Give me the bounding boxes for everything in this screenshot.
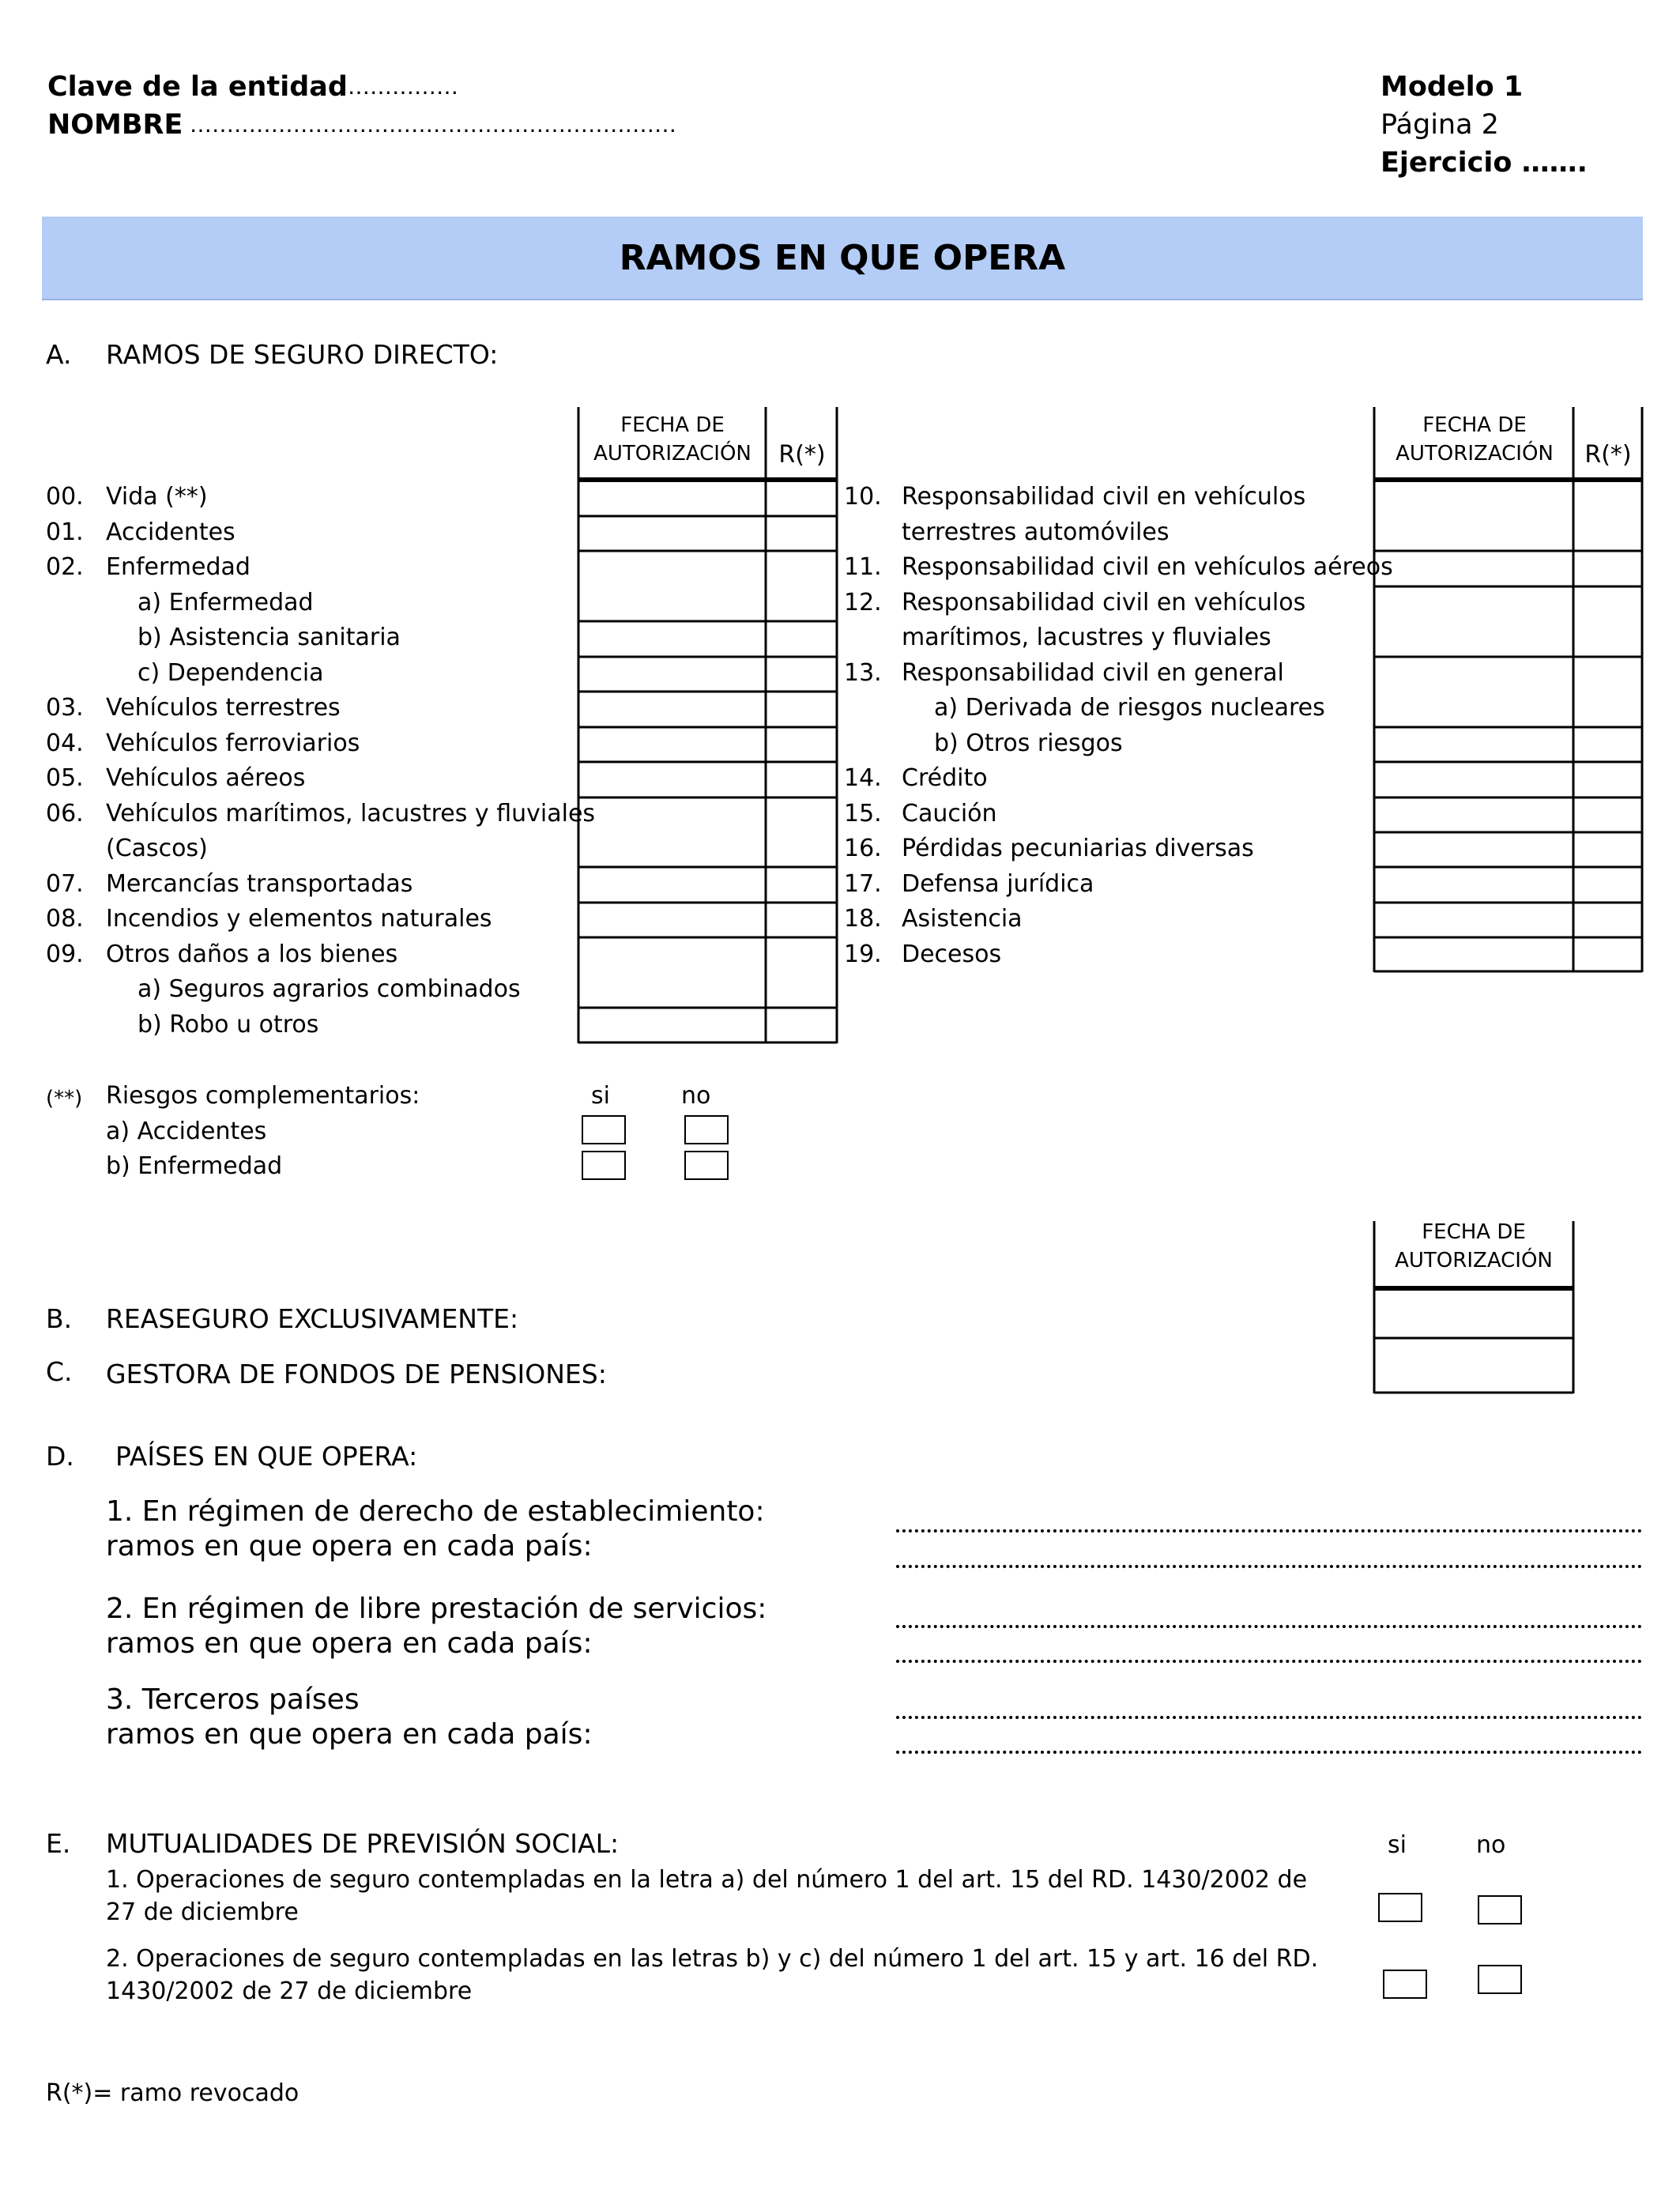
- revocado-cell[interactable]: [768, 940, 834, 1006]
- ramo-left-label: Otros daños a los bienes: [106, 940, 398, 968]
- ramo-left-number: 02.: [46, 553, 84, 581]
- ramo-right-number: 10.: [844, 483, 882, 511]
- terceros-paises-line2: ramos en que opera en cada país:: [106, 1718, 593, 1751]
- revocado-cell[interactable]: [768, 764, 834, 796]
- gestora-fecha-cell[interactable]: [1377, 1340, 1571, 1391]
- ramo-left-label: b) Robo u otros: [137, 1010, 319, 1039]
- ramo-left-number: 07.: [46, 869, 84, 898]
- revocado-cell[interactable]: [1576, 835, 1640, 865]
- section-e-si-header: si: [1388, 1831, 1407, 1859]
- libre-prestacion-fill-line-2[interactable]: [896, 1660, 1642, 1663]
- complementarios-accidentes-label: a) Accidentes: [106, 1118, 267, 1145]
- ejercicio-field[interactable]: Ejercicio …….: [1381, 147, 1588, 179]
- revocado-cell[interactable]: [1576, 589, 1640, 655]
- fecha-autorizacion-cell[interactable]: [1377, 800, 1571, 831]
- ramo-left-label: Incendios y elementos naturales: [106, 905, 492, 933]
- libre-prestacion-fill-line-1[interactable]: [896, 1625, 1642, 1628]
- fecha-autorizacion-cell[interactable]: [1377, 589, 1571, 655]
- revocado-cell[interactable]: [1576, 940, 1640, 970]
- ramo-right-label: Asistencia: [902, 905, 1023, 933]
- section-a-title: RAMOS DE SEGURO DIRECTO:: [106, 339, 499, 370]
- right-col-r-header: R(*): [1584, 441, 1632, 469]
- ramo-left-label: (Cascos): [106, 835, 208, 862]
- revocado-cell[interactable]: [1576, 729, 1640, 760]
- ramo-right-number: 12.: [844, 588, 882, 616]
- ramo-left-label: a) Seguros agrarios combinados: [137, 975, 521, 1003]
- accidentes-no-checkbox[interactable]: [684, 1115, 729, 1144]
- revocado-cell[interactable]: [768, 905, 834, 936]
- ramo-left-label: Accidentes: [106, 518, 235, 546]
- fecha-autorizacion-cell[interactable]: [1377, 835, 1571, 865]
- ramo-right-label: Responsabilidad civil en vehículos: [902, 588, 1306, 616]
- section-d-letter: D.: [46, 1441, 74, 1472]
- ramo-left-number: 01.: [46, 518, 84, 546]
- complementarios-no-header: no: [681, 1082, 711, 1110]
- section-e-letter: E.: [46, 1828, 71, 1859]
- ramo-left-label: b) Asistencia sanitaria: [137, 624, 401, 651]
- fecha-autorizacion-cell[interactable]: [1377, 869, 1571, 901]
- section-a-letter: A.: [46, 339, 72, 370]
- ramo-left-label: Vehículos terrestres: [106, 694, 341, 722]
- section-d-title: PAÍSES EN QUE OPERA:: [115, 1441, 418, 1472]
- ramo-right-label: marítimos, lacustres y fluviales: [902, 624, 1271, 651]
- reaseguro-fecha-cell[interactable]: [1377, 1291, 1571, 1336]
- terceros-fill-line-1[interactable]: [896, 1716, 1642, 1719]
- ramo-right-label: Responsabilidad civil en general: [902, 658, 1284, 687]
- ramo-right-number: 11.: [844, 553, 882, 581]
- fecha-autorizacion-cell[interactable]: [581, 624, 763, 655]
- fecha-autorizacion-cell[interactable]: [581, 1010, 763, 1041]
- revocado-cell[interactable]: [768, 869, 834, 901]
- ramo-right-label: Decesos: [902, 940, 1002, 968]
- modelo-label: Modelo 1: [1381, 71, 1524, 103]
- section-e-title: MUTUALIDADES DE PREVISIÓN SOCIAL:: [106, 1828, 620, 1859]
- mutualidad-op1-no-checkbox[interactable]: [1478, 1895, 1522, 1924]
- ramo-right-label: Responsabilidad civil en vehículos aéreos: [902, 553, 1393, 581]
- fecha-autorizacion-cell[interactable]: [581, 764, 763, 796]
- ramo-left-label: Vida (**): [106, 483, 208, 511]
- fecha-autorizacion-cell[interactable]: [581, 482, 763, 515]
- fecha-autorizacion-cell[interactable]: [581, 694, 763, 726]
- footnote-revocado: R(*)= ramo revocado: [46, 2079, 299, 2107]
- mutualidad-op1-si-checkbox[interactable]: [1378, 1893, 1422, 1922]
- pais-establecimiento-line1: 1. En régimen de derecho de establecimiento:: [106, 1495, 765, 1528]
- revocado-cell[interactable]: [768, 659, 834, 690]
- ramo-left-number: 06.: [46, 799, 84, 827]
- nombre-label: NOMBRE: [47, 109, 183, 141]
- ramo-right-label: Caución: [902, 799, 997, 827]
- complementarios-si-header: si: [591, 1082, 610, 1110]
- pais-libre-prestacion-line2: ramos en que opera en cada país:: [106, 1627, 593, 1660]
- revocado-cell[interactable]: [768, 1010, 834, 1041]
- ramo-right-label: Defensa jurídica: [902, 869, 1094, 898]
- revocado-cell[interactable]: [768, 518, 834, 549]
- revocado-cell[interactable]: [1576, 659, 1640, 726]
- revocado-cell[interactable]: [1576, 482, 1640, 549]
- fecha-autorizacion-cell[interactable]: [581, 553, 763, 620]
- ramo-left-number: 09.: [46, 940, 84, 968]
- revocado-cell[interactable]: [768, 800, 834, 865]
- fecha-autorizacion-cell[interactable]: [1377, 764, 1571, 796]
- fecha-autorizacion-cell[interactable]: [1377, 940, 1571, 970]
- ramo-right-number: 17.: [844, 869, 882, 898]
- ramo-left-label: a) Enfermedad: [137, 588, 314, 616]
- revocado-cell[interactable]: [768, 482, 834, 515]
- ramo-left-label: Vehículos aéreos: [106, 764, 306, 792]
- section-b-title: REASEGURO EXCLUSIVAMENTE:: [106, 1303, 519, 1334]
- ramo-left-number: 04.: [46, 729, 84, 757]
- bc-fecha-header: FECHA DE AUTORIZACIÓN: [1395, 1220, 1553, 1272]
- ramo-right-number: 13.: [844, 658, 882, 687]
- fecha-autorizacion-cell[interactable]: [581, 940, 763, 1006]
- ramo-right-label: b) Otros riesgos: [934, 729, 1123, 757]
- clave-label: Clave de la entidad: [47, 71, 348, 103]
- ramo-right-label: a) Derivada de riesgos nucleares: [934, 694, 1325, 722]
- right-col-fecha-header: FECHA DE AUTORIZACIÓN: [1396, 413, 1554, 466]
- left-col-fecha-header: FECHA DE AUTORIZACIÓN: [593, 413, 751, 466]
- ramo-left-label: c) Dependencia: [137, 658, 324, 687]
- mutualidad-op2-line1: 2. Operaciones de seguro contempladas en las letras b) y c) del número 1 del art. 15 y art. 16 del RD.: [106, 1945, 1319, 1973]
- ramo-left-number: 03.: [46, 694, 84, 722]
- mutualidad-op1-line1: 1. Operaciones de seguro contempladas en la letra a) del número 1 del art. 15 del RD. 1430/2002 de: [106, 1866, 1308, 1894]
- fecha-autorizacion-cell[interactable]: [581, 869, 763, 901]
- accidentes-si-checkbox[interactable]: [582, 1115, 626, 1144]
- complementarios-label: Riesgos complementarios:: [106, 1082, 420, 1110]
- ramo-right-label: Pérdidas pecuniarias diversas: [902, 835, 1254, 862]
- enfermedad-si-checkbox[interactable]: [582, 1151, 626, 1180]
- nombre-field[interactable]: …………………………………………………………: [190, 111, 676, 138]
- section-c-letter: C.: [46, 1356, 73, 1387]
- fecha-autorizacion-cell[interactable]: [1377, 729, 1571, 760]
- ramo-right-number: 15.: [844, 799, 882, 827]
- mutualidad-op2-si-checkbox[interactable]: [1383, 1970, 1427, 1999]
- ramo-left-number: 08.: [46, 905, 84, 933]
- fecha-autorizacion-cell[interactable]: [1377, 482, 1571, 549]
- mutualidad-op2-line2: 1430/2002 de 27 de diciembre: [106, 1977, 473, 2005]
- complementarios-enfermedad-label: b) Enfermedad: [106, 1152, 283, 1180]
- terceros-fill-line-2[interactable]: [896, 1751, 1642, 1754]
- revocado-cell[interactable]: [768, 553, 834, 620]
- fecha-autorizacion-cell[interactable]: [581, 800, 763, 865]
- fecha-autorizacion-cell[interactable]: [1377, 905, 1571, 936]
- mutualidad-op1-line2: 27 de diciembre: [106, 1898, 299, 1926]
- section-e-no-header: no: [1476, 1831, 1506, 1859]
- revocado-cell[interactable]: [1576, 800, 1640, 831]
- ramo-right-number: 18.: [844, 905, 882, 933]
- revocado-cell[interactable]: [768, 729, 834, 760]
- pagina-label: Página 2: [1381, 109, 1499, 141]
- mutualidad-op2-no-checkbox[interactable]: [1478, 1965, 1522, 1994]
- ramo-left-label: Enfermedad: [106, 553, 250, 581]
- pais-libre-prestacion-line1: 2. En régimen de libre prestación de servicios:: [106, 1593, 767, 1625]
- revocado-cell[interactable]: [1576, 869, 1640, 901]
- section-c-title: GESTORA DE FONDOS DE PENSIONES:: [106, 1359, 607, 1389]
- ramo-left-label: Mercancías transportadas: [106, 869, 413, 898]
- fecha-autorizacion-cell[interactable]: [581, 905, 763, 936]
- ramo-right-number: 19.: [844, 940, 882, 968]
- ramo-left-label: Vehículos marítimos, lacustres y fluviales: [106, 799, 596, 827]
- revocado-cell[interactable]: [768, 624, 834, 655]
- left-col-r-header: R(*): [778, 441, 826, 469]
- clave-field[interactable]: ……………: [348, 74, 458, 100]
- fecha-autorizacion-cell[interactable]: [581, 659, 763, 690]
- establecimiento-fill-line-2[interactable]: [896, 1565, 1642, 1568]
- ramo-left-number: 05.: [46, 764, 84, 792]
- terceros-paises-line1: 3. Terceros países: [106, 1683, 360, 1716]
- revocado-cell[interactable]: [1576, 905, 1640, 936]
- revocado-cell[interactable]: [1576, 764, 1640, 796]
- ramo-right-label: Responsabilidad civil en vehículos: [902, 483, 1306, 511]
- section-b-letter: B.: [46, 1303, 73, 1334]
- ramo-right-label: Crédito: [902, 764, 988, 792]
- ramo-right-number: 14.: [844, 764, 882, 792]
- fecha-autorizacion-cell[interactable]: [581, 729, 763, 760]
- pais-establecimiento-line2: ramos en que opera en cada país:: [106, 1530, 593, 1563]
- ramo-right-number: 16.: [844, 835, 882, 862]
- banner-title: RAMOS EN QUE OPERA: [619, 238, 1066, 278]
- fecha-autorizacion-cell[interactable]: [1377, 553, 1571, 585]
- ramo-left-label: Vehículos ferroviarios: [106, 729, 360, 757]
- fecha-autorizacion-cell[interactable]: [581, 518, 763, 549]
- enfermedad-no-checkbox[interactable]: [684, 1151, 729, 1180]
- complementarios-mark: (**): [46, 1087, 83, 1110]
- ramo-right-label: terrestres automóviles: [902, 518, 1170, 546]
- revocado-cell[interactable]: [1576, 553, 1640, 585]
- ramo-left-number: 00.: [46, 483, 84, 511]
- revocado-cell[interactable]: [768, 694, 834, 726]
- establecimiento-fill-line-1[interactable]: [896, 1529, 1642, 1532]
- fecha-autorizacion-cell[interactable]: [1377, 659, 1571, 726]
